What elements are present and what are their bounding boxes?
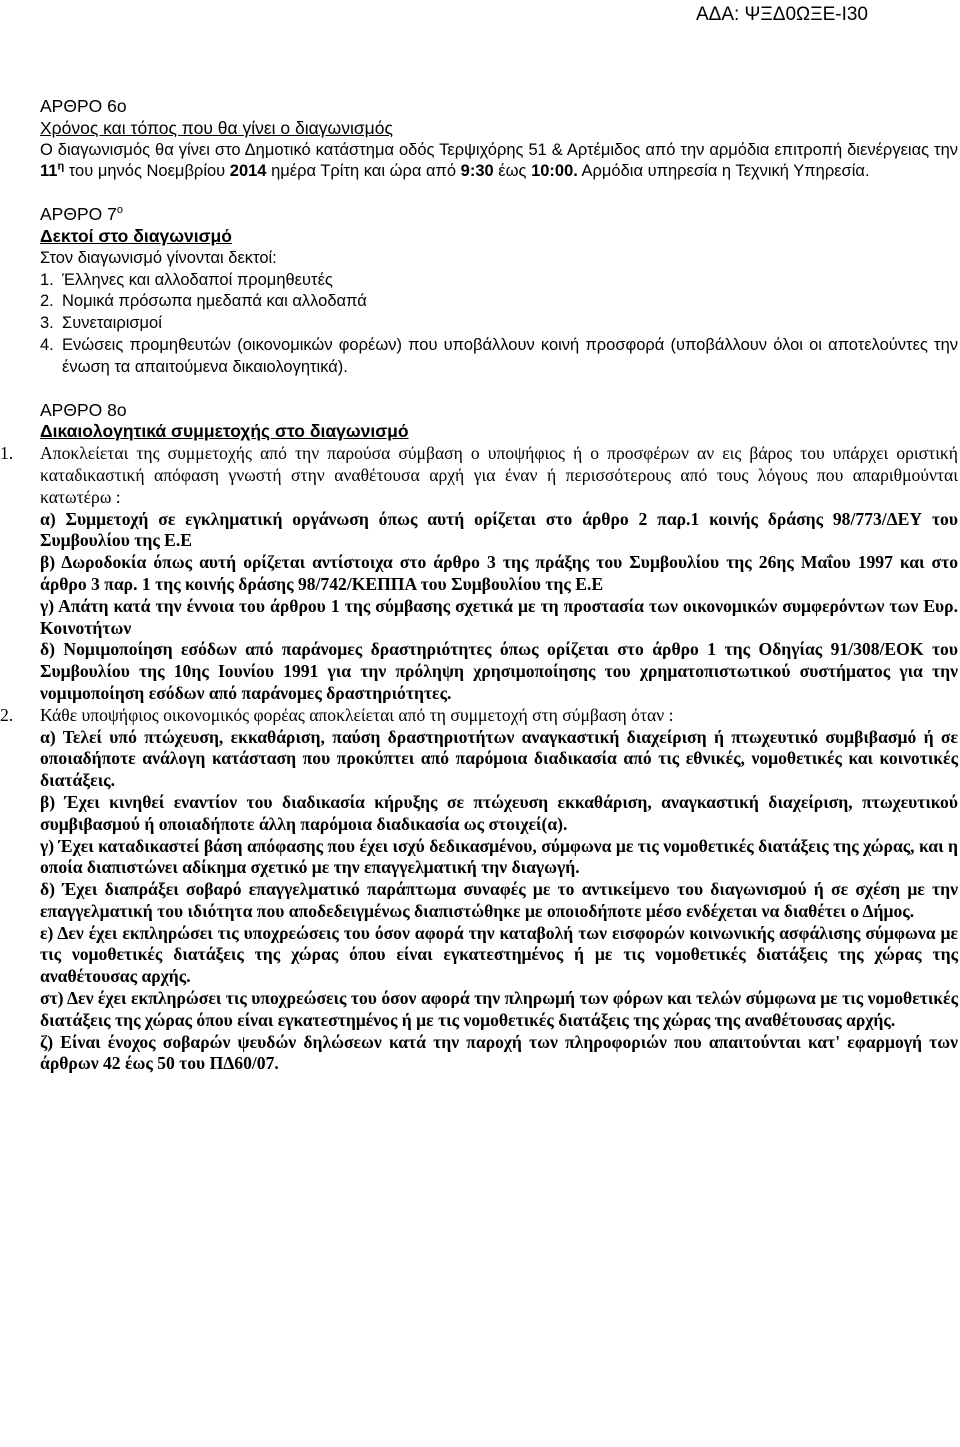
- list-item: 4. Ενώσεις προμηθευτών (οικονομικών φορέων) που υποβάλλουν κοινή προσφορά (υποβάλλουν όλοι οι αποτελούντες την ένωση τα απαιτούμενα δικαιολογητικά).: [40, 335, 958, 376]
- list-item: δ) Νομιμοποίηση εσόδων από παράνομες δραστηριότητες όπως ορίζεται στο άρθρο 1 της Οδηγίας 91/308/ΕΟΚ του Συμβουλίου της 10ης Ιουνίου 1991 για την πρόληψη χρησιμοποίησης του χρηματοπιστωτικού συστήματος για την νομιμοποίηση εσόδων από παράνομες δραστηριότητες.: [40, 639, 958, 703]
- document-id: ΑΔΑ: ΨΞΔ0ΩΞΕ-Ι30: [695, 4, 868, 25]
- list-item: στ) Δεν έχει εκπληρώσει τις υποχρεώσεις του όσον αφορά την πληρωμή των φόρων και τελών σύμφωνα με τις νομοθετικές διατάξεις της χώρας όπου είναι εγκατεστημένος ή με τις νομοθετικές διατάξεις της χώρας της αναθέτουσας αρχής.: [40, 988, 958, 1030]
- article-8-paragraph-2: 2. Κάθε υποψήφιος οικονομικός φορέας αποκλείεται από τη συμμετοχή στη σύμβαση όταν : α) Τελεί υπό πτώχευση, εκκαθάριση, παύση δραστηριοτήτων αναγκαστική διαχείριση ή πτωχευτικό συμβιβασμό ή σε οποιαδήποτε ανάλογη κατάσταση που προκύπτει από παρόμοια διαδικασία από τις εθνικές, νομοθετικές και κοινοτικές διατάξεις. β) Έχει κινηθεί εναντίον του διαδικασία κήρυξης σε πτώχευση εκκαθάριση, αναγκαστική διαχείριση, πτωχευτικού συμβιβασμού ή οποιαδήποτε άλλη παρόμοια διαδικασία ως στοιχεί(α). γ) Έχει καταδικαστεί βάση απόφασης που έχει ισχύ δεδικασμένου, σύμφωνα με τις νομοθετικές διατάξεις της χώρας, και η οποία διαπιστώνει αδίκημα σχετικό με την επαγγελματική την διαγωγή. δ) Έχει διαπράξει σοβαρό επαγγελματικό παράπτωμα συναφές με το αντικείμενο του διαγωνισμού ή σε σχέση με την επαγγελματική του ιδιότητα που αποδεδειγμένως διαπιστώθηκε με οποιοδήποτε μέσο ενδέχεται να διαθέτει ο Δήμος. ε) Δεν έχει εκπληρώσει τις υποχρεώσεις του όσον αφορά την καταβολή των εισφορών κοινωνικής ασφάλισης σύμφωνα με τις νομοθετικές διατάξεις της χώρας όπου είναι εγκατεστημένος ή με τις νομοθετικές διατάξεις της χώρας της αναθέτουσας αρχής. στ) Δεν έχει εκπληρώσει τις υποχρεώσεις του όσον αφορά την πληρωμή των φόρων και τελών σύμφωνα με τις νομοθετικές διατάξεις της χώρας όπου είναι εγκατεστημένος ή με τις νομοθετικές διατάξεις της χώρας της αναθέτουσας αρχής. ζ) Είναι ένοχος σοβαρών ψευδών δηλώσεων κατά την παροχή των πληροφοριών που απαιτούνται κατ' εφαρμογή των άρθρων 42 έως 50 του ΠΔ60/07.: [0, 704, 958, 1074]
- list-item: 2. Νομικά πρόσωπα ημεδαπά και αλλοδαπά: [40, 292, 367, 311]
- list-item: α) Τελεί υπό πτώχευση, εκκαθάριση, παύση δραστηριοτήτων αναγκαστική διαχείριση ή πτωχευτικό συμβιβασμό ή σε οποιαδήποτε ανάλογη κατάσταση που προκύπτει από παρόμοια διαδικασία από τις εθνικές, νομοθετικές και κοινοτικές διατάξεις.: [40, 726, 958, 791]
- article-7-intro: Στον διαγωνισμό γίνονται δεκτοί:: [40, 248, 277, 267]
- article-6-title: ΑΡΘΡΟ 6ο: [40, 96, 127, 116]
- article-7-list: [40, 270, 958, 379]
- list-item: ζ) Είναι ένοχος σοβαρών ψευδών δηλώσεων κατά την παροχή των πληροφοριών που απαιτούνται κατ' εφαρμογή των άρθρων 42 έως 50 του ΠΔ60/07.: [40, 1031, 958, 1074]
- list-item: α) Συμμετοχή σε εγκληματική οργάνωση όπως αυτή ορίζεται στο άρθρο 2 παρ.1 κοινής δράσης 98/773/ΔΕΥ του Συμβουλίου της Ε.Ε: [40, 508, 958, 551]
- list-item: β) Δωροδοκία όπως αυτή ορίζεται αντίστοιχα στο άρθρο 3 της πράξης του Συμβουλίου της 26ης Μαΐου 1997 και στο άρθρο 3 παρ. 1 της κοινής δράσης 98/742/ΚΕΠΠΑ του Συμβουλίου της Ε.Ε: [40, 552, 958, 594]
- article-8-subtitle: Δικαιολογητικά συμμετοχής στο διαγωνισμό: [40, 421, 409, 442]
- article-6-subtitle: Χρόνος και τόπος που θα γίνει ο διαγωνισμός: [40, 117, 393, 138]
- list-item: γ) Έχει καταδικαστεί βάση απόφασης που έχει ισχύ δεδικασμένου, σύμφωνα με τις νομοθετικές διατάξεις της χώρας, και η οποία διαπιστώνει αδίκημα σχετικό με την επαγγελματική την διαγωγή.: [40, 835, 958, 878]
- list-item: β) Έχει κινηθεί εναντίον του διαδικασία κήρυξης σε πτώχευση εκκαθάριση, αναγκαστική διαχείριση, πτωχευτικού συμβιβασμού ή οποιαδήποτε άλλη παρόμοια διαδικασία ως στοιχεί(α).: [40, 791, 958, 834]
- article-8-title: ΑΡΘΡΟ 8ο: [40, 399, 127, 420]
- article-7-title: ΑΡΘΡΟ $7^o$: [40, 204, 123, 225]
- list-item: γ) Απάτη κατά την έννοια του άρθρου 1 της σύμβασης σχετικά με τη προστασία των οικονομικών συμφερόντων των Ευρ. Κοινοτήτων: [40, 595, 958, 638]
- article-7-subtitle: Δεκτοί στο διαγωνισμό: [40, 225, 232, 246]
- list-item: ε) Δεν έχει εκπληρώσει τις υποχρεώσεις του όσον αφορά την καταβολή των εισφορών κοινωνικής ασφάλισης σύμφωνα με τις νομοθετικές διατάξεις της χώρας όπου είναι εγκατεστημένος ή με τις νομοθετικές διατάξεις της χώρας της αναθέτουσας αρχής.: [40, 922, 958, 987]
- article-8-paragraph-1: 1. Αποκλείεται της συμμετοχής από την παρούσα σύμβαση ο υποψήφιος ή ο προσφέρων αν εις βάρος του υπάρχει οριστική καταδικαστική απόφαση γνωστή στην αναθέτουσα αρχή για έναν ή περισσότερους από τους λόγους που απαριθμούνται κατωτέρω : α) Συμμετοχή σε εγκληματική οργάνωση όπως αυτή ορίζεται στο άρθρο 2 παρ.1 κοινής δράσης 98/773/ΔΕΥ του Συμβουλίου της Ε.Ε β) Δωροδοκία όπως αυτή ορίζεται αντίστοιχα στο άρθρο 3 της πράξης του Συμβουλίου της 26ης Μαΐου 1997 και στο άρθρο 3 παρ. 1 της κοινής δράσης 98/742/ΚΕΠΠΑ του Συμβουλίου της Ε.Ε γ) Απάτη κατά την έννοια του άρθρου 1 της σύμβασης σχετικά με τη προστασία των οικονομικών συμφερόντων των Ευρ. Κοινοτήτων δ) Νομιμοποίηση εσόδων από παράνομες δραστηριότητες όπως ορίζεται στο άρθρο 1 της Οδηγίας 91/308/ΕΟΚ του Συμβουλίου της 10ης Ιουνίου 1991 για την πρόληψη χρησιμοποίησης του χρηματοπιστωτικού συστήματος για την νομιμοποίηση εσόδων από παράνομες δραστηριότητες.: [0, 443, 958, 703]
- list-item: 1. Έλληνες και αλλοδαποί προμηθευτές: [40, 270, 333, 289]
- list-item: δ) Έχει διαπράξει σοβαρό επαγγελματικό παράπτωμα συναφές με το αντικείμενο του διαγωνισμού ή σε σχέση με την επαγγελματική του ιδιότητα που αποδεδειγμένως διαπιστώθηκε με οποιοδήποτε μέσο ενδέχεται να διαθέτει ο Δήμος.: [40, 879, 958, 921]
- article-6-text: Ο διαγωνισμός θα γίνει στο Δημοτικό κατάστημα οδός Τερψιχόρης 51 & Αρτέμιδος από την αρμόδια επιτροπή διενέργειας την $11^\eta$ του μηνός Νοεμβρίου 2014 ημέρα Τρίτη και ώρα από 9:30 έως 10:00. Αρμόδια υπηρεσία η Τεχνική Υπηρεσία.: [40, 140, 958, 181]
- document-body: [0, 96, 958, 1075]
- list-item: 3. Συνεταιρισμοί: [40, 314, 162, 333]
